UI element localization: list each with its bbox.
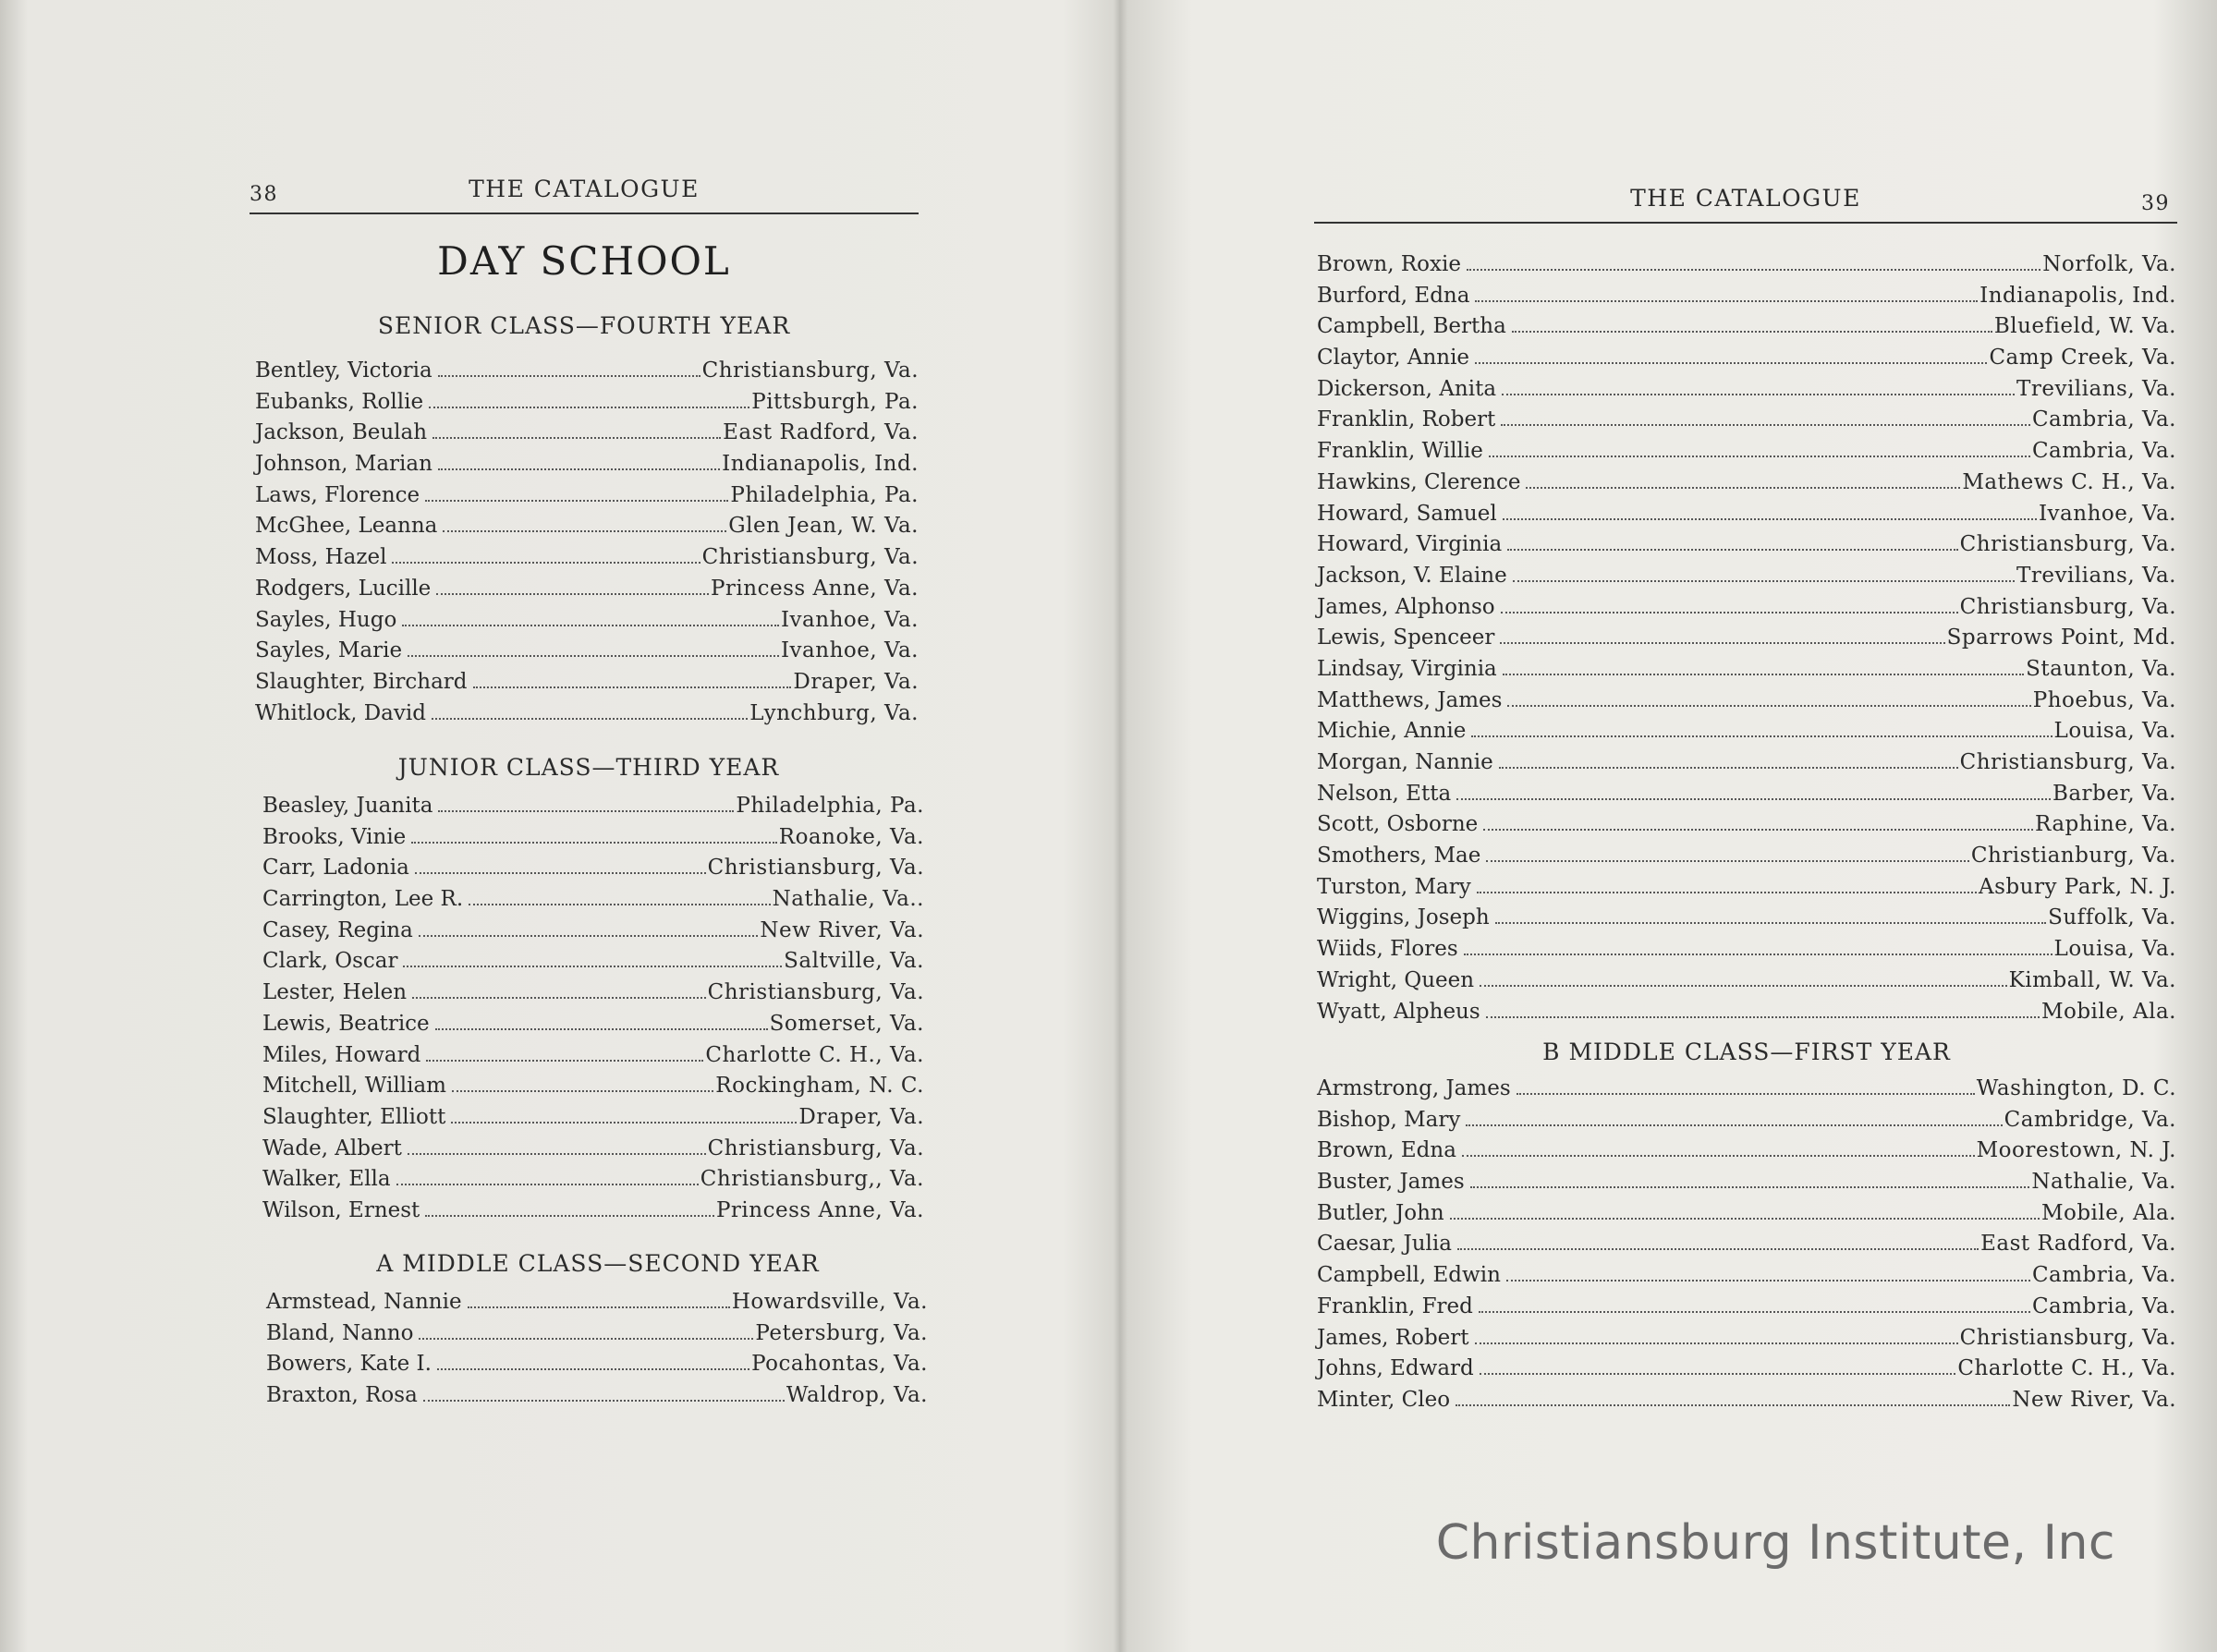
- student-row: [1317, 529, 2176, 561]
- dot-leader: [415, 872, 706, 874]
- student-hometown: Christiansburg, Va.: [1959, 532, 2176, 557]
- dot-leader: [408, 655, 779, 657]
- dot-leader: [1506, 1280, 2030, 1282]
- student-hometown: Cambria, Va.: [2031, 1263, 2176, 1288]
- dot-leader: [423, 1400, 785, 1402]
- dot-leader: [437, 1368, 749, 1370]
- student-hometown: Washington, D. C.: [1976, 1076, 2176, 1100]
- student-row: [1317, 1323, 2176, 1354]
- right-running-head: [1314, 185, 2177, 224]
- dot-leader: [425, 500, 728, 502]
- student-row: [255, 449, 919, 480]
- student-hometown: Waldrop, Va.: [786, 1383, 928, 1408]
- student-name: Moss, Hazel: [255, 545, 387, 570]
- student-hometown: Christiansburg, Va.: [1959, 750, 2176, 774]
- student-hometown: Suffolk, Va.: [2048, 905, 2176, 930]
- student-row: [266, 1318, 928, 1350]
- dot-leader: [1462, 1155, 1975, 1157]
- student-name: Brown, Roxie: [1317, 252, 1461, 276]
- dot-leader: [419, 935, 759, 937]
- left-page-number: 38: [250, 183, 278, 206]
- senior-class-list: [255, 356, 919, 729]
- student-hometown: Barber, Va.: [2052, 781, 2176, 806]
- student-hometown: Trevilians, Va.: [2016, 563, 2176, 588]
- student-hometown: Moorestown, N. J.: [1976, 1138, 2176, 1163]
- student-name: Howard, Samuel: [1317, 501, 1497, 526]
- senior-class-heading: SENIOR CLASS—FOURTH YEAR: [377, 312, 791, 339]
- student-name: McGhee, Leanna: [255, 514, 438, 539]
- dot-leader: [451, 1122, 797, 1124]
- student-row: [1317, 809, 2176, 841]
- dot-leader: [435, 1028, 768, 1030]
- dot-leader: [408, 1153, 706, 1155]
- student-hometown: Christiansburg, Va.: [707, 856, 924, 881]
- dot-leader: [443, 530, 726, 532]
- student-name: Wade, Albert: [262, 1136, 402, 1160]
- student-row: [255, 698, 919, 730]
- student-row: [255, 511, 919, 542]
- student-name: Laws, Florence: [255, 482, 420, 507]
- student-name: Bentley, Victoria: [255, 358, 432, 383]
- student-name: Eubanks, Rollie: [255, 389, 424, 414]
- student-row: [255, 574, 919, 605]
- dot-leader: [1512, 331, 1992, 333]
- student-name: Buster, James: [1317, 1170, 1465, 1195]
- student-hometown: Trevilians, Va.: [2016, 376, 2176, 401]
- student-name: Lindsay, Virginia: [1317, 656, 1497, 681]
- student-hometown: Nathalie, Va.: [2031, 1170, 2176, 1195]
- student-row: [1317, 903, 2176, 934]
- student-hometown: Mathews C. H., Va.: [1962, 469, 2176, 494]
- student-row: [1317, 1354, 2176, 1385]
- student-row: [266, 1287, 928, 1318]
- student-hometown: Ivanhoe, Va.: [780, 638, 919, 663]
- dot-leader: [1471, 735, 2052, 737]
- dot-leader: [1475, 1342, 1958, 1344]
- student-name: Dickerson, Anita: [1317, 376, 1497, 401]
- student-hometown: Cambria, Va.: [2031, 1294, 2176, 1318]
- right-page-number: 39: [2141, 192, 2170, 215]
- dot-leader: [1480, 985, 2007, 987]
- student-row: [262, 1040, 924, 1072]
- student-row: [1317, 405, 2176, 436]
- student-row: [255, 667, 919, 698]
- dot-leader: [1503, 674, 2024, 675]
- student-name: Casey, Regina: [262, 917, 413, 942]
- student-row: [262, 791, 924, 822]
- student-hometown: Phoebus, Va.: [2032, 687, 2176, 712]
- student-row: [1317, 654, 2176, 686]
- dot-leader: [412, 997, 706, 999]
- dot-leader: [429, 407, 749, 408]
- student-hometown: Philadelphia, Pa.: [736, 794, 924, 818]
- dot-leader: [1486, 1016, 2040, 1018]
- student-name: Beasley, Juanita: [262, 794, 433, 818]
- student-name: Brown, Edna: [1317, 1138, 1456, 1163]
- student-name: Rodgers, Lucille: [255, 576, 432, 601]
- student-row: [1317, 779, 2176, 810]
- student-hometown: Raphine, Va.: [2034, 812, 2176, 837]
- student-row: [262, 884, 924, 916]
- student-row: [262, 1102, 924, 1134]
- student-hometown: Mobile, Ala.: [2040, 1200, 2176, 1225]
- student-hometown: Kimball, W. Va.: [2008, 967, 2176, 992]
- student-row: [1317, 841, 2176, 872]
- student-row: [1317, 686, 2176, 717]
- dot-leader: [1456, 1404, 2010, 1406]
- student-hometown: Indianapolis, Ind.: [1979, 283, 2176, 308]
- student-hometown: Christiansburg, Va.: [707, 980, 924, 1005]
- student-hometown: Bluefield, W. Va.: [1993, 314, 2176, 339]
- student-row: [255, 356, 919, 387]
- student-hometown: Christiansburg, Va.: [707, 1136, 924, 1160]
- student-name: Lewis, Beatrice: [262, 1011, 430, 1036]
- student-hometown: Christiansburg, Va.: [701, 358, 919, 383]
- dot-leader: [1475, 362, 1987, 364]
- student-name: Hawkins, Clerence: [1317, 469, 1521, 494]
- student-row: [262, 946, 924, 978]
- student-hometown: Cambria, Va.: [2031, 439, 2176, 464]
- dot-leader: [1486, 860, 1969, 862]
- student-name: Johnson, Marian: [255, 452, 432, 477]
- student-hometown: Ivanhoe, Va.: [2038, 501, 2176, 526]
- student-name: Howard, Virginia: [1317, 532, 1503, 557]
- dot-leader: [1502, 394, 2015, 395]
- student-name: Burford, Edna: [1317, 283, 1470, 308]
- student-name: Lester, Helen: [262, 980, 408, 1005]
- student-row: [1317, 374, 2176, 406]
- student-name: Armstead, Nannie: [266, 1290, 462, 1314]
- dot-leader: [436, 593, 709, 595]
- student-row: [1317, 1167, 2176, 1198]
- dot-leader: [1450, 1218, 2040, 1220]
- dot-leader: [438, 468, 720, 470]
- student-hometown: Somerset, Va.: [769, 1011, 924, 1036]
- dot-leader: [426, 1060, 703, 1062]
- dot-leader: [432, 437, 721, 439]
- dot-leader: [1457, 1248, 1979, 1250]
- student-row: [1317, 1105, 2176, 1136]
- student-row: [262, 1164, 924, 1196]
- dot-leader: [419, 1338, 753, 1340]
- student-name: James, Robert: [1317, 1325, 1469, 1350]
- student-name: Wyatt, Alpheus: [1317, 999, 1480, 1024]
- dot-leader: [438, 375, 700, 377]
- student-name: Carr, Ladonia: [262, 856, 409, 881]
- student-name: Franklin, Willie: [1317, 439, 1483, 464]
- dot-leader: [1500, 642, 1944, 644]
- dot-leader: [1495, 922, 2046, 924]
- dot-leader: [402, 625, 779, 626]
- student-name: Wright, Queen: [1317, 967, 1475, 992]
- student-row: [1317, 1229, 2176, 1260]
- student-row: [1317, 623, 2176, 654]
- dot-leader: [1483, 829, 2033, 831]
- student-name: Lewis, Spenceer: [1317, 626, 1495, 650]
- junior-class-list: [262, 791, 924, 1227]
- student-name: Braxton, Rosa: [266, 1383, 418, 1408]
- student-row: [262, 1071, 924, 1102]
- student-row: [1317, 499, 2176, 530]
- student-hometown: Staunton, Va.: [2026, 656, 2176, 681]
- student-hometown: Pittsburgh, Pa.: [751, 389, 919, 414]
- student-name: Walker, Ella: [262, 1167, 391, 1192]
- student-hometown: Christiansburg, Va.: [1959, 1325, 2176, 1350]
- student-hometown: Sparrows Point, Md.: [1946, 626, 2176, 650]
- student-hometown: Roanoke, Va.: [778, 824, 924, 849]
- dot-leader: [1466, 1124, 2002, 1126]
- student-row: [1317, 343, 2176, 374]
- dot-leader: [438, 810, 734, 812]
- student-name: Scott, Osborne: [1317, 812, 1479, 837]
- student-name: Whitlock, David: [255, 700, 426, 725]
- student-name: Campbell, Bertha: [1317, 314, 1506, 339]
- student-row: [1317, 747, 2176, 779]
- dot-leader: [1503, 518, 2037, 520]
- student-name: Bowers, Kate I.: [266, 1352, 432, 1377]
- student-row: [1317, 561, 2176, 592]
- dot-leader: [1507, 705, 2030, 707]
- dot-leader: [396, 1184, 699, 1185]
- student-hometown: East Radford, Va.: [723, 420, 919, 445]
- student-row: [1317, 592, 2176, 624]
- student-hometown: Christiansburg, Va.: [701, 545, 919, 570]
- student-hometown: Mobile, Ala.: [2040, 999, 2176, 1024]
- student-hometown: Louisa, Va.: [2053, 719, 2176, 744]
- student-row: [1317, 1292, 2176, 1323]
- student-hometown: Princess Anne, Va.: [710, 576, 919, 601]
- student-row: [255, 605, 919, 637]
- student-hometown: Asbury Park, N. J.: [1979, 874, 2176, 899]
- student-row: [255, 636, 919, 667]
- student-name: Matthews, James: [1317, 687, 1503, 712]
- student-name: Franklin, Robert: [1317, 407, 1496, 432]
- student-hometown: Indianapolis, Ind.: [722, 452, 919, 477]
- student-row: [1317, 934, 2176, 966]
- student-name: Butler, John: [1317, 1200, 1444, 1225]
- student-hometown: Draper, Va.: [798, 1104, 924, 1129]
- student-row: [255, 480, 919, 512]
- student-row: [255, 542, 919, 574]
- dot-leader: [1513, 580, 2015, 582]
- left-running-head-title: THE CATALOGUE: [469, 176, 700, 202]
- student-row: [1317, 1136, 2176, 1167]
- student-row: [1317, 716, 2176, 747]
- student-row: [1317, 1260, 2176, 1292]
- student-name: Nelson, Etta: [1317, 781, 1452, 806]
- student-name: Sayles, Marie: [255, 638, 403, 663]
- student-row: [255, 387, 919, 419]
- student-name: Johns, Edward: [1317, 1356, 1474, 1381]
- student-hometown: Louisa, Va.: [2053, 937, 2176, 962]
- student-row: [262, 1196, 924, 1227]
- dot-leader: [473, 686, 792, 688]
- dot-leader: [452, 1090, 713, 1092]
- right-page: [1120, 0, 2217, 1652]
- student-name: Armstrong, James: [1317, 1076, 1511, 1100]
- dot-leader: [1464, 954, 2053, 955]
- dot-leader: [425, 1215, 714, 1217]
- dot-leader: [1480, 1373, 1956, 1375]
- student-hometown: Norfolk, Va.: [2042, 252, 2176, 276]
- student-hometown: New River, Va.: [2012, 1387, 2176, 1412]
- student-row: [262, 1009, 924, 1040]
- dot-leader: [411, 842, 776, 844]
- student-row: [1317, 872, 2176, 904]
- student-name: Bishop, Mary: [1317, 1107, 1461, 1132]
- student-row: [266, 1349, 928, 1380]
- student-hometown: Christiansburg,, Va.: [700, 1167, 924, 1192]
- dot-leader: [1470, 1186, 2030, 1188]
- student-row: [1317, 249, 2176, 281]
- dot-leader: [432, 718, 748, 720]
- student-name: Morgan, Nannie: [1317, 750, 1493, 774]
- student-row: [262, 916, 924, 947]
- dot-leader: [392, 562, 700, 564]
- student-hometown: East Radford, Va.: [1980, 1232, 2176, 1257]
- student-hometown: Pocahontas, Va.: [751, 1352, 928, 1377]
- student-row: [1317, 966, 2176, 997]
- dot-leader: [1456, 798, 2051, 800]
- student-row: [1317, 1074, 2176, 1105]
- student-row: [262, 853, 924, 884]
- student-hometown: New River, Va.: [760, 917, 924, 942]
- student-name: Wilson, Ernest: [262, 1197, 420, 1222]
- student-row: [1317, 1198, 2176, 1230]
- student-hometown: Petersburg, Va.: [755, 1320, 928, 1345]
- student-hometown: Glen Jean, W. Va.: [728, 514, 919, 539]
- student-name: Bland, Nanno: [266, 1320, 414, 1345]
- student-name: Michie, Annie: [1317, 719, 1467, 744]
- student-name: Franklin, Fred: [1317, 1294, 1473, 1318]
- student-name: Campbell, Edwin: [1317, 1263, 1501, 1288]
- student-name: Jackson, Beulah: [255, 420, 428, 445]
- student-name: Smothers, Mae: [1317, 844, 1481, 869]
- dot-leader: [1477, 892, 1977, 893]
- b-middle-class-heading: B MIDDLE CLASS—FIRST YEAR: [1542, 1039, 1951, 1065]
- dot-leader: [1507, 549, 1957, 551]
- student-hometown: Princess Anne, Va.: [715, 1197, 924, 1222]
- student-row: [262, 822, 924, 854]
- student-hometown: Howardsville, Va.: [731, 1290, 928, 1314]
- student-name: Minter, Cleo: [1317, 1387, 1451, 1412]
- student-name: Wiids, Flores: [1317, 937, 1458, 962]
- student-name: Brooks, Vinie: [262, 824, 407, 849]
- student-name: Slaughter, Elliott: [262, 1104, 446, 1129]
- student-name: Turston, Mary: [1317, 874, 1471, 899]
- student-row: [1317, 311, 2176, 343]
- student-hometown: Christianburg, Va.: [1970, 844, 2176, 869]
- dot-leader: [468, 1306, 730, 1308]
- dot-leader: [1517, 1093, 1975, 1095]
- right-running-head-title: THE CATALOGUE: [1630, 185, 1861, 212]
- dot-leader: [469, 904, 770, 905]
- student-hometown: Charlotte C. H., Va.: [1957, 1356, 2176, 1381]
- dot-leader: [1475, 300, 1978, 302]
- student-name: Caesar, Julia: [1317, 1232, 1452, 1257]
- student-name: Wiggins, Joseph: [1317, 905, 1490, 930]
- student-name: Mitchell, William: [262, 1074, 446, 1099]
- student-name: Carrington, Lee R.: [262, 887, 464, 912]
- student-hometown: Charlotte C. H., Va.: [705, 1042, 924, 1067]
- watermark: Christiansburg Institute, Inc: [1435, 1515, 2115, 1571]
- section-title: DAY SCHOOL: [437, 238, 731, 284]
- student-hometown: Ivanhoe, Va.: [780, 607, 919, 632]
- dot-leader: [403, 966, 782, 967]
- student-name: Miles, Howard: [262, 1042, 421, 1067]
- student-row: [255, 418, 919, 449]
- student-hometown: Saltville, Va.: [784, 949, 924, 974]
- dot-leader: [1467, 269, 2040, 271]
- b-middle-class-list: [1317, 1074, 2176, 1416]
- student-name: Claytor, Annie: [1317, 346, 1470, 370]
- student-row: [262, 1134, 924, 1165]
- student-hometown: Draper, Va.: [793, 669, 919, 694]
- student-row: [1317, 997, 2176, 1028]
- student-row: [1317, 468, 2176, 499]
- student-row: [266, 1380, 928, 1412]
- student-row: [1317, 436, 2176, 468]
- student-hometown: Cambridge, Va.: [2004, 1107, 2176, 1132]
- student-hometown: Nathalie, Va..: [772, 887, 924, 912]
- student-row: [1317, 281, 2176, 312]
- student-hometown: Cambria, Va.: [2031, 407, 2176, 432]
- a-middle-class-heading: A MIDDLE CLASS—SECOND YEAR: [376, 1250, 820, 1277]
- a-middle-continued-list: [1317, 249, 2176, 1027]
- student-name: Slaughter, Birchard: [255, 669, 468, 694]
- student-name: Sayles, Hugo: [255, 607, 397, 632]
- student-hometown: Rockingham, N. C.: [715, 1074, 924, 1099]
- junior-class-heading: JUNIOR CLASS—THIRD YEAR: [397, 754, 780, 781]
- student-hometown: Christiansburg, Va.: [1959, 594, 2176, 619]
- dot-leader: [1501, 424, 2030, 426]
- student-hometown: Philadelphia, Pa.: [730, 482, 919, 507]
- student-hometown: Camp Creek, Va.: [1989, 346, 2176, 370]
- a-middle-class-list: [266, 1287, 928, 1412]
- dot-leader: [1501, 612, 1958, 613]
- dot-leader: [1479, 1311, 2030, 1313]
- student-name: Clark, Oscar: [262, 949, 398, 974]
- student-name: James, Alphonso: [1317, 594, 1495, 619]
- student-row: [1317, 1385, 2176, 1416]
- student-name: Jackson, V. Elaine: [1317, 563, 1507, 588]
- dot-leader: [1489, 456, 2030, 457]
- left-running-head: [250, 176, 919, 214]
- student-hometown: Lynchburg, Va.: [749, 700, 919, 725]
- student-row: [262, 978, 924, 1009]
- dot-leader: [1499, 767, 1958, 769]
- dot-leader: [1526, 487, 1960, 489]
